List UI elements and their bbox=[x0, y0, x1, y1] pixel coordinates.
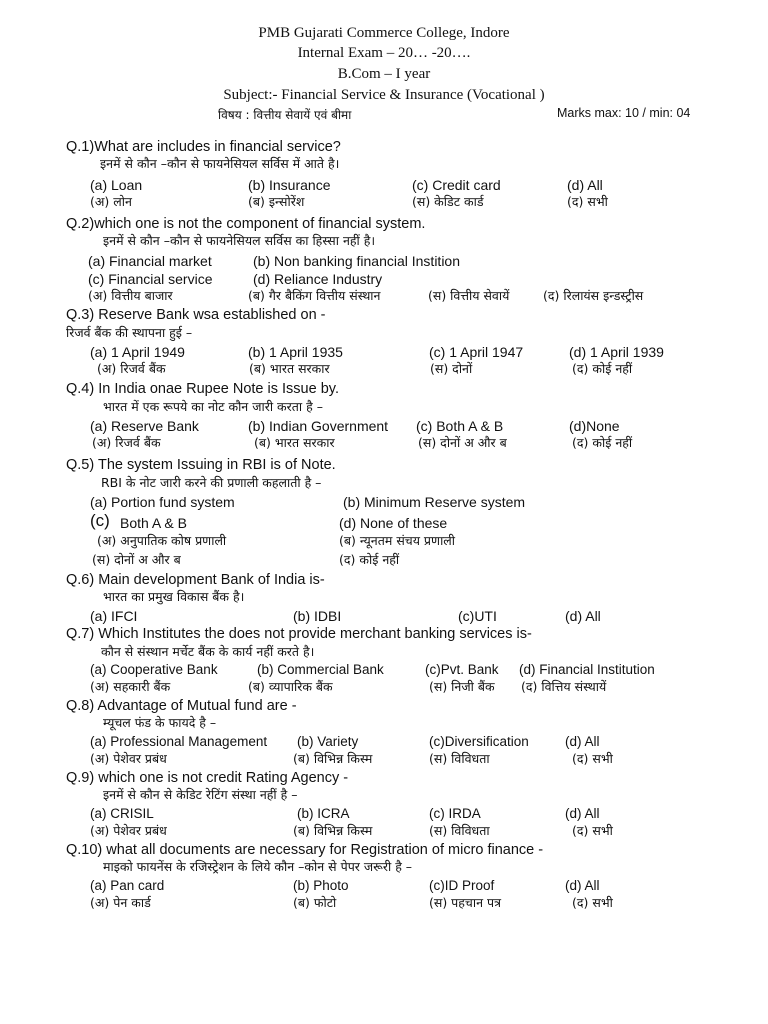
q7-option-b: (b) Commercial Bank bbox=[257, 662, 384, 677]
q1-option-b-hindi: (ब) इन्सोरेंश bbox=[248, 194, 305, 209]
question-6: Q.6) Main development Bank of India is- bbox=[66, 572, 325, 588]
q10-option-a: (a) Pan card bbox=[90, 878, 165, 893]
q1-option-c: (c) Credit card bbox=[412, 177, 501, 193]
q2-option-d: (d) Reliance Industry bbox=[253, 271, 383, 287]
q2-option-b: (b) Non banking financial Instition bbox=[253, 253, 461, 269]
subject-hindi: विषय : वित्तीय सेवायें एवं बीमा bbox=[218, 108, 352, 122]
q1-option-d-hindi: (द) सभी bbox=[567, 194, 608, 209]
q10-option-c: (c)ID Proof bbox=[429, 878, 495, 893]
q7-option-a: (a) Cooperative Bank bbox=[90, 662, 218, 677]
q3-option-c: (c) 1 April 1947 bbox=[429, 344, 524, 360]
q1-option-c-hindi: (स) केडिट कार्ड bbox=[412, 194, 484, 209]
q7-option-c-hindi: (स) निजी बैंक bbox=[429, 679, 495, 694]
question-10: Q.10) what all documents are necessary for Registration of micro finance - bbox=[66, 842, 544, 858]
question-4: Q.4) In India onae Rupee Note is Issue by. bbox=[66, 381, 339, 397]
question-4-hindi: भारत में एक रूपये का नोट कौन जारी करता है – bbox=[103, 399, 323, 414]
course-name: B.Com – I year bbox=[337, 66, 431, 82]
q4-option-a: (a) Reserve Bank bbox=[90, 418, 199, 434]
q5-option-c: Both A & B bbox=[120, 515, 187, 531]
q4-option-d-hindi: (द) कोई नहीं bbox=[572, 435, 633, 450]
question-3-hindi: रिजर्व बैंक की स्थापना हुई – bbox=[66, 325, 193, 340]
question-10-hindi: माइको फायनेंस के रजिस्ट्रेशन के लिये कौन –कोन से पेपर जरूरी है – bbox=[103, 859, 413, 874]
q4-option-b-hindi: (ब) भारत सरकार bbox=[254, 435, 335, 450]
q5-option-b-hindi: (ब) न्यूनतम संचय प्रणाली bbox=[339, 533, 456, 548]
q2-option-c-hindi: (स) वित्तीय सेवायें bbox=[428, 288, 510, 303]
q7-option-c: (c)Pvt. Bank bbox=[425, 662, 499, 677]
q9-option-c: (c) IRDA bbox=[429, 806, 481, 821]
question-2: Q.2)which one is not the component of financial system. bbox=[66, 216, 426, 232]
q1-option-a-hindi: (अ) लोन bbox=[90, 194, 132, 209]
q8-option-a-hindi: (अ) पेशेवर प्रबंध bbox=[90, 751, 167, 766]
q6-option-d: (d) All bbox=[565, 608, 601, 624]
q3-option-b-hindi: (ब) भारत सरकार bbox=[249, 361, 330, 376]
subject-title: Subject:- Financial Service & Insurance (Vocational ) bbox=[223, 87, 545, 103]
q8-option-a: (a) Professional Management bbox=[90, 734, 268, 749]
question-5-hindi: RBI के नोट जारी करने की प्रणाली कहलाती है – bbox=[101, 475, 322, 490]
q5-option-d-hindi: (द) कोई नहीं bbox=[339, 552, 400, 567]
q2-option-b-hindi: (ब) गैर बैकिंग वित्तीय संस्थान bbox=[248, 288, 381, 303]
q9-option-b: (b) ICRA bbox=[297, 806, 350, 821]
q3-option-a-hindi: (अ) रिजर्व बैंक bbox=[97, 361, 166, 376]
q5-option-d: (d) None of these bbox=[339, 515, 448, 531]
q3-option-d-hindi: (द) कोई नहीं bbox=[572, 361, 633, 376]
q10-option-c-hindi: (स) पहचान पत्र bbox=[429, 895, 502, 910]
question-1-hindi: इनमें से कौन –कौन से फायनेसियल सर्विस में आते है। bbox=[100, 156, 340, 171]
q8-option-c: (c)Diversification bbox=[429, 734, 529, 749]
q4-option-c-hindi: (स) दोनों अ और ब bbox=[418, 435, 507, 450]
college-name: PMB Gujarati Commerce College, Indore bbox=[258, 25, 510, 41]
q4-option-a-hindi: (अ) रिजर्व बैंक bbox=[92, 435, 161, 450]
q4-option-c: (c) Both A & B bbox=[416, 418, 504, 434]
q6-option-a: (a) IFCI bbox=[90, 608, 138, 624]
q7-option-d: (d) Financial Institution bbox=[519, 662, 655, 677]
q4-option-b: (b) Indian Government bbox=[248, 418, 389, 434]
question-7: Q.7) Which Institutes the does not provide merchant banking services is- bbox=[66, 626, 532, 642]
q7-option-d-hindi: (द) वित्तिय संस्थायें bbox=[521, 679, 607, 694]
q9-option-d-hindi: (द) सभी bbox=[572, 823, 613, 838]
exam-title: Internal Exam – 20… -20…. bbox=[297, 45, 471, 61]
q5-option-a-hindi: (अ) अनुपातिक कोष प्रणाली bbox=[97, 533, 227, 548]
question-8-hindi: म्यूचल फंड के फायदे है – bbox=[103, 715, 217, 730]
q6-option-c: (c)UTI bbox=[458, 608, 497, 624]
q6-option-b: (b) IDBI bbox=[293, 608, 342, 624]
q2-option-c: (c) Financial service bbox=[88, 271, 213, 287]
q3-option-b: (b) 1 April 1935 bbox=[248, 344, 343, 360]
q3-option-a: (a) 1 April 1949 bbox=[90, 344, 185, 360]
q10-option-a-hindi: (अ) पेन कार्ड bbox=[90, 895, 151, 910]
question-2-hindi: इनमें से कौन –कौन से फायनेसियल सर्विस का हिस्सा नहीं है। bbox=[103, 233, 376, 248]
question-8: Q.8) Advantage of Mutual fund are - bbox=[66, 698, 297, 714]
q2-option-a: (a) Financial market bbox=[88, 253, 212, 269]
q10-option-d-hindi: (द) सभी bbox=[572, 895, 613, 910]
marks-info: Marks max: 10 / min: 04 bbox=[557, 106, 691, 120]
q10-option-b-hindi: (ब) फोटो bbox=[293, 895, 337, 910]
q2-option-a-hindi: (अ) वित्तीय बाजार bbox=[88, 288, 173, 303]
question-7-hindi: कौन से संस्थान मर्चेट बैंक के कार्य नहीं करते है। bbox=[101, 644, 315, 659]
q1-option-a: (a) Loan bbox=[90, 177, 143, 193]
question-9: Q.9) which one is not credit Rating Agency - bbox=[66, 770, 349, 786]
q8-option-b: (b) Variety bbox=[297, 734, 359, 749]
q4-option-d: (d)None bbox=[569, 418, 620, 434]
question-3: Q.3) Reserve Bank wsa established on - bbox=[66, 307, 326, 323]
q2-option-d-hindi: (द) रिलायंस इन्डस्ट्रीस bbox=[543, 288, 644, 303]
q9-option-d: (d) All bbox=[565, 806, 600, 821]
q9-option-b-hindi: (ब) विभिन्न किस्म bbox=[293, 823, 373, 838]
question-6-hindi: भारत का प्रमुख विकास बैंक है। bbox=[103, 589, 245, 604]
q8-option-b-hindi: (ब) विभिन्न किस्म bbox=[293, 751, 373, 766]
q1-option-d: (d) All bbox=[567, 177, 603, 193]
question-5: Q.5) The system Issuing in RBI is of Note. bbox=[66, 457, 336, 473]
q5-option-c-hindi: (स) दोनों अ और ब bbox=[92, 552, 181, 567]
q7-option-a-hindi: (अ) सहकारी बैंक bbox=[90, 679, 171, 694]
q8-option-d: (d) All bbox=[565, 734, 600, 749]
q5-option-b: (b) Minimum Reserve system bbox=[343, 494, 526, 510]
q9-option-a-hindi: (अ) पेशेवर प्रबंध bbox=[90, 823, 167, 838]
q8-option-c-hindi: (स) विविधता bbox=[429, 751, 490, 766]
q9-option-a: (a) CRISIL bbox=[90, 806, 154, 821]
q10-option-d: (d) All bbox=[565, 878, 600, 893]
q9-option-c-hindi: (स) विविधता bbox=[429, 823, 490, 838]
question-1: Q.1)What are includes in financial service? bbox=[66, 139, 341, 155]
q7-option-b-hindi: (ब) व्यापारिक बैंक bbox=[248, 679, 333, 694]
q3-option-c-hindi: (स) दोनों bbox=[430, 361, 473, 376]
question-9-hindi: इनमें से कौन से केडिट रेटिंग संस्था नहीं है – bbox=[103, 787, 298, 802]
q8-option-d-hindi: (द) सभी bbox=[572, 751, 613, 766]
q10-option-b: (b) Photo bbox=[293, 878, 349, 893]
q1-option-b: (b) Insurance bbox=[248, 177, 331, 193]
q3-option-d: (d) 1 April 1939 bbox=[569, 344, 664, 360]
q5-option-c-marker: (c) bbox=[90, 511, 110, 530]
q5-option-a: (a) Portion fund system bbox=[90, 494, 235, 510]
